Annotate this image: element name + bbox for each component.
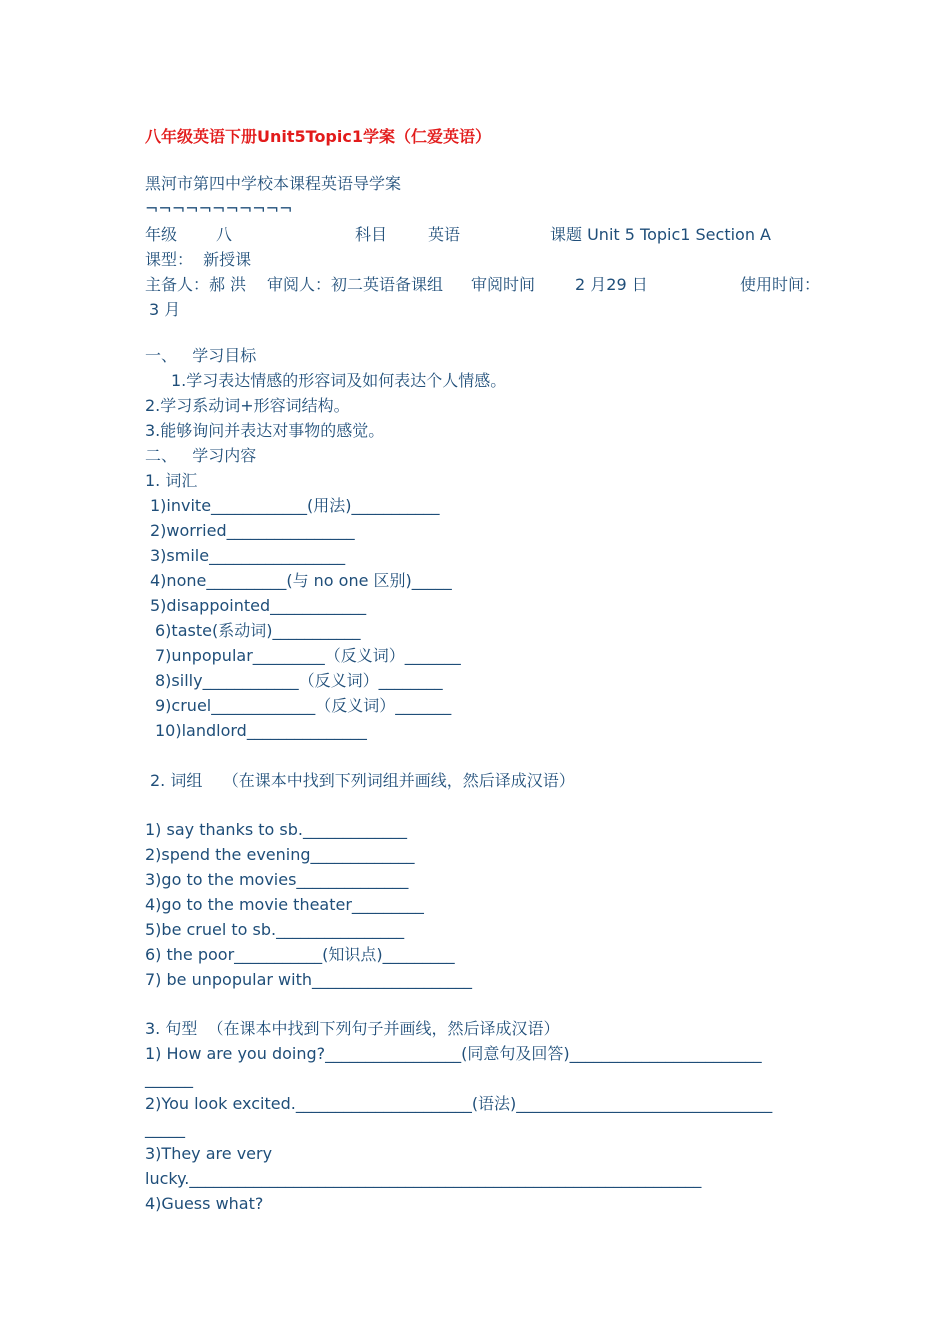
content-heading: 二、 学习内容 [145, 446, 257, 465]
phrase-item: 2)spend the evening_____________ [145, 845, 415, 864]
review-time-value: 2 月29 日 [575, 275, 648, 294]
lesson-type: 课型： 新授课 [145, 250, 252, 269]
subject-label: 科目 [355, 225, 388, 244]
vocab-item: 6)taste(系动词)___________ [155, 621, 361, 640]
vocab-item: 1)invite____________(用法)___________ [150, 496, 440, 515]
phrase-item: 4)go to the movie theater_________ [145, 895, 424, 914]
goals-heading: 一、 学习目标 [145, 346, 257, 365]
school-name: 黑河市第四中学校本课程英语导学案 [145, 174, 402, 193]
phrase-item: 1) say thanks to sb._____________ [145, 820, 407, 839]
vocab-heading: 1. 词汇 [145, 471, 198, 490]
decorative-bar: ¬¬¬¬¬¬¬¬¬¬¬ [145, 199, 293, 218]
sentence-item: 4)Guess what? [145, 1194, 264, 1213]
reviewer: 审阅人：初二英语备课组 [267, 275, 444, 294]
sentence-item: 2)You look excited.______________________(语法)________________________________ [145, 1094, 773, 1113]
vocab-item: 4)none__________(与 no one 区别)_____ [150, 571, 452, 590]
phrase-item: 5)be cruel to sb.________________ [145, 920, 405, 939]
sentence-continuation: _____ [145, 1119, 185, 1138]
grade-label: 年级 [145, 225, 178, 244]
goal-item: 1.学习表达情感的形容词及如何表达个人情感。 [171, 371, 507, 390]
sentences-heading: 3. 句型 （在课本中找到下列句子并画线，然后译成汉语） [145, 1019, 560, 1038]
sentence-continuation: lucky.________________________________________________________________ [145, 1169, 702, 1188]
sentence-item: 3)They are very [145, 1144, 273, 1163]
sentence-item: 1) How are you doing?_________________(同意句及回答)________________________ [145, 1044, 762, 1063]
grade-value: 八 [216, 225, 233, 244]
document-title: 八年级英语下册Unit5Topic1学案（仁爱英语） [145, 127, 491, 146]
phrases-heading: 2. 词组 （在课本中找到下列词组并画线，然后译成汉语） [150, 771, 575, 790]
vocab-item: 2)worried________________ [150, 521, 355, 540]
goal-item: 2.学习系动词+形容词结构。 [145, 396, 350, 415]
sentence-continuation: ______ [145, 1069, 193, 1088]
lesson-topic: 课题 Unit 5 Topic1 Section A [550, 225, 771, 244]
vocab-item: 7)unpopular_________（反义词）_______ [155, 646, 461, 665]
subject-value: 英语 [428, 225, 461, 244]
phrase-item: 3)go to the movies______________ [145, 870, 409, 889]
preparer: 主备人：郝 洪 [145, 275, 247, 294]
goal-item: 3.能够询问并表达对事物的感觉。 [145, 421, 385, 440]
review-time-label: 审阅时间 [471, 275, 536, 294]
vocab-item: 8)silly____________（反义词）________ [155, 671, 443, 690]
vocab-item: 3)smile_________________ [150, 546, 346, 565]
use-time-value: 3 月 [149, 300, 181, 319]
vocab-item: 10)landlord_______________ [155, 721, 367, 740]
phrase-item: 6) the poor___________(知识点)_________ [145, 945, 455, 964]
phrase-item: 7) be unpopular with____________________ [145, 970, 472, 989]
vocab-item: 5)disappointed____________ [150, 596, 367, 615]
vocab-item: 9)cruel_____________（反义词）_______ [155, 696, 452, 715]
use-time-label: 使用时间： [740, 275, 821, 294]
